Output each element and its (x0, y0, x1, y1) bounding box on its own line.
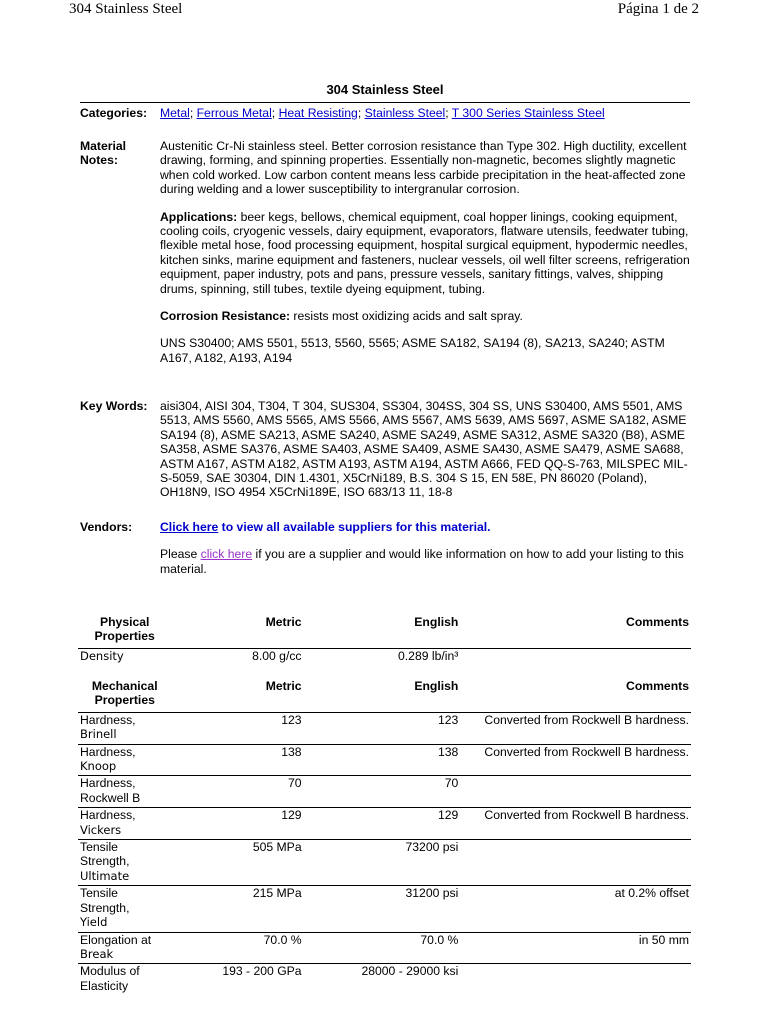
table-row (78, 744, 691, 776)
vendors-label: Vendors: (80, 520, 133, 534)
title-divider (80, 102, 690, 103)
page-header (0, 0, 768, 22)
english-value: 0.289 lb/in³ (304, 648, 461, 665)
supplier-listing-line: Please click here if you are a supplier and would like information on how to add your listing to this material. (160, 547, 684, 576)
vendors-suppliers-line: Click here to view all available suppliers for this material. (160, 520, 491, 534)
metric-value: 70 (172, 776, 304, 808)
english-value: 123 (304, 712, 461, 744)
category-link-metal[interactable]: Metal (160, 106, 190, 120)
categories-section (80, 106, 690, 122)
property-name: Hardness, Vickers (78, 808, 172, 840)
metric-value: 215 MPa (172, 886, 304, 932)
comment-value (460, 776, 691, 808)
page-title: 304 Stainless Steel (326, 82, 444, 97)
vendors-click-here-link[interactable]: Click here (160, 520, 219, 534)
property-name: Modulus of Elasticity (78, 964, 172, 995)
comment-value (460, 648, 691, 665)
mechanical-header-row (78, 679, 691, 712)
physical-header-row (78, 615, 691, 648)
key-words-text: aisi304, AISI 304, T304, T 304, SUS304, SS304, 304SS, 304 SS, UNS S30400, AMS 5501, AMS 5513, AMS 5560, AMS 5565, AMS 5566, AMS 5567, AMS 5639, AMS 5697, ASME SA182, ASME SA194 (8), ASME SA213, ASME SA240, ASME SA249, ASME SA312, ASME SA320 (B8), ASME SA358, ASME SA376, ASME SA403, ASME SA409, ASME SA430, ASME SA479, ASME SA688, ASTM A167, ASTM A182, ASTM A193, ASTM A194, ASTM A666, FED QQ-S-763, MILSPEC MIL-S-5059, SAE 30304, DIN 1.4301, X5CrNi189, B.S. 304 S 15, EN 58E, PN 86020 (Poland), OH18N9, ISO 4954 X5CrNi189E, ISO 683/13 11, 18-8 (160, 399, 688, 500)
category-link-heat-resisting[interactable]: Heat Resisting (278, 106, 358, 120)
material-description: Austenitic Cr-Ni stainless steel. Better corrosion resistance than Type 302. High ductility, excellent drawing, forming, and spinning properties. Essentially non-magnetic, becomes slightly magnetic when cold worked. Low carbon content means less carbide precipitation in the heat-affected zone during welding and a lower susceptibility to intergranular corrosion. (160, 139, 687, 197)
applications-paragraph: Applications: beer kegs, bellows, chemical equipment, coal hopper linings, cooking equipment, cooling coils, cryogenic vessels, dairy equipment, evaporators, flatware utensils, feedwater tubing, flexible metal hose, food processing equipment, hospital surgical equipment, hypodermic needles, kitchen sinks, marine equipment and fasteners, nuclear vessels, oil well filter screens, refrigeration equipment, paper industry, pots and pans, pressure vessels, sanitary fittings, valves, shipping drums, spinning, still tubes, textile dyeing equipment, tubing. (160, 209, 690, 296)
property-name: Hardness, Rockwell B (78, 776, 172, 808)
comments-header: Comments (626, 615, 689, 629)
category-link-ferrous-metal[interactable]: Ferrous Metal (196, 106, 272, 120)
metric-header: Metric (265, 615, 302, 629)
comment-value: at 0.2% offset (460, 886, 691, 932)
table-row (78, 964, 691, 995)
material-notes-label: Material Notes: (80, 139, 127, 168)
english-value: 28000 - 29000 ksi (304, 964, 461, 995)
property-name: Density (78, 648, 171, 665)
table-row (78, 648, 691, 665)
table-row (78, 712, 691, 744)
metric-value: 8.00 g/cc (171, 648, 303, 665)
comment-value (460, 840, 691, 886)
comments-header: Comments (626, 679, 689, 693)
material-notes-content (160, 139, 690, 378)
property-name: Hardness, Knoop (78, 744, 172, 776)
table-row (78, 808, 691, 840)
property-name: Hardness, Brinell (78, 712, 172, 744)
physical-properties-table (78, 615, 691, 665)
metric-value: 193 - 200 GPa (172, 964, 304, 995)
english-value: 70 (304, 776, 461, 808)
english-value: 70.0 % (304, 932, 461, 964)
comment-value (460, 964, 691, 995)
comment-value: in 50 mm (460, 932, 691, 964)
key-words-section (80, 399, 690, 514)
comment-value: Converted from Rockwell B hardness. (460, 712, 691, 744)
material-notes-section (80, 139, 690, 389)
metric-value: 505 MPa (172, 840, 304, 886)
english-value: 129 (304, 808, 461, 840)
metric-value: 70.0 % (172, 932, 304, 964)
comment-value: Converted from Rockwell B hardness. (460, 808, 691, 840)
english-value: 31200 psi (304, 886, 461, 932)
category-link-stainless-steel[interactable]: Stainless Steel (364, 106, 446, 120)
metric-value: 129 (172, 808, 304, 840)
categories-label: Categories: (80, 106, 148, 120)
key-words-label: Key Words: (80, 399, 148, 413)
corrosion-paragraph: Corrosion Resistance: resists most oxidizing acids and salt spray. (160, 309, 523, 324)
table-row (78, 776, 691, 808)
english-header: English (414, 679, 459, 693)
table-row (78, 840, 691, 886)
property-name: Tensile Strength, Yield (78, 886, 172, 932)
english-value: 73200 psi (304, 840, 461, 886)
header-title: 304 Stainless Steel (69, 1, 183, 17)
category-link-t300-series[interactable]: T 300 Series Stainless Steel (451, 106, 605, 120)
vendors-content (160, 520, 690, 589)
specifications-paragraph: UNS S30400; AMS 5501, 5513, 5560, 5565; ASME SA182, SA194 (8), SA213, SA240; ASTM A167, A182, A193, A194 (160, 336, 665, 365)
property-name: Elongation at Break (78, 932, 172, 964)
mechanical-properties-table (78, 679, 691, 995)
supplier-click-here-link[interactable]: click here (200, 547, 253, 562)
metric-header: Metric (265, 679, 302, 693)
metric-value: 138 (172, 744, 304, 776)
mechanical-properties-header: Mechanical Properties (91, 679, 158, 708)
english-header: English (414, 615, 459, 629)
vendors-section (80, 520, 690, 580)
physical-properties-header: Physical Properties (94, 615, 155, 644)
property-name: Tensile Strength, Ultimate (78, 840, 172, 886)
metric-value: 123 (172, 712, 304, 744)
table-row (78, 886, 691, 932)
table-row (78, 932, 691, 964)
comment-value: Converted from Rockwell B hardness. (460, 744, 691, 776)
english-value: 138 (304, 744, 461, 776)
categories-links: Metal; Ferrous Metal; Heat Resisting; Stainless Steel; T 300 Series Stainless Steel (160, 106, 605, 120)
page-number: Página 1 de 2 (617, 1, 699, 17)
